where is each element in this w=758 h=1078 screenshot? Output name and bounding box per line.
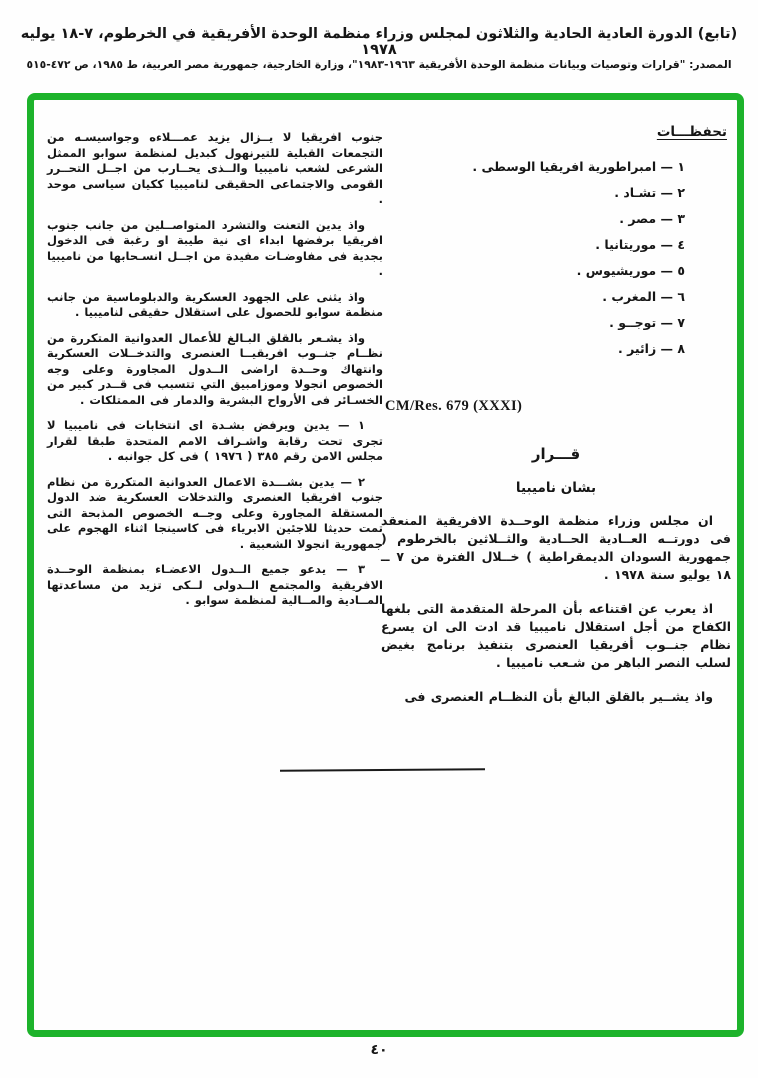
content-frame xyxy=(27,93,744,1037)
resolution-body xyxy=(381,512,731,706)
right-column xyxy=(381,124,731,706)
reservations-list xyxy=(381,154,685,362)
body-paragraph: واذ يشـعر بالقلق البـالغ للأعمال العدوانية المتكررة من نظــام جنــوب افريقيــا العنصرى والتدخــلات العسكرية وانتهاك وحــدة اراضى الــدول المجاورة وعلى وجه الخصوص انجولا وموزامبيق التي تتسبب فى قــدر كبير من الخسـائر فى الأرواح البشرية والدمار فى الممتلكات . xyxy=(47,330,383,407)
body-paragraph: ١ — يدين ويرفض بشـدة اى انتخابات فى ناميبيا لا تجرى تحت رقابة واشـراف الامم المتحدة طبقا لقرار مجلس الامن رقم ٣٨٥ ( ١٩٧٦ ) فى كل جوانبه . xyxy=(47,418,383,463)
resolution-paragraph: واذ يشــير بالقلق البالغ بأن النظــام العنصرى فى xyxy=(404,689,713,704)
page-number: ٤٠ xyxy=(370,1042,388,1058)
resolution-paragraph: اذ يعرب عن اقتناعه بأن المرحلة المتقدمة التى بلغها الكفاح من أجل استقلال ناميبيا قد ادت الى ان يسرع نظام جنــوب أفريقيا العنصرى بتنفيذ برنامج بغيض لسلب النصر الباهر من شـعب ناميبيا . xyxy=(381,601,731,670)
body-paragraph: ٣ — يدعو جميع الــدول الاعضـاء بمنظمة الوحــدة الافريقية والمجتمع الــدولى لــكى تزيد من مساعدتها المــادية والمــالية لمنظمة سوابو . xyxy=(47,562,383,607)
resolution-paragraph: ان مجلس وزراء منظمة الوحــدة الافريقية المنعقد فى دورتــه العــادية الحــادية والثــلاثين بالخرطوم ( جمهورية السودان الديمقراطية ) خــلال الفترة من ٧ ــ ١٨ يوليو سنة ١٩٧٨ . xyxy=(381,513,731,582)
reservation-item: ٧ — توجــو . xyxy=(609,315,685,330)
reservation-item: ٥ — موريشيوس . xyxy=(576,263,685,278)
reservation-item: ٨ — زائير . xyxy=(618,341,685,356)
reservation-item: ٦ — المغرب . xyxy=(602,289,685,304)
reservation-item: ٣ — مصر . xyxy=(619,211,685,226)
body-paragraph: واذ يثنى على الجهود العسكرية والدبلوماسية من جانب منظمة سوابو للحصول على استقلال حقيقى لناميبيا . xyxy=(47,289,383,319)
document-source-line: المصدر: "قرارات وتوصيات وبيانات منظمة الوحدة الأفريقية ١٩٦٣-١٩٨٣"، وزارة الخارجية، جمهورية مصر العربية، ط ١٩٨٥، ص ٤٧٢-٥١٥ xyxy=(26,58,732,71)
body-paragraph: واذ يدين التعنت والتشرد المتواصــلين من جانب جنوب افريقيا برفضها ابداء اى نية طيبة او رغبة فى الدخول بجدية فى مفاوضـات مفيدة من اجــل انسـحابها من ناميبيا . xyxy=(47,217,383,278)
left-column xyxy=(47,130,383,619)
reservations-title: تحفظـــات xyxy=(656,124,727,140)
reservation-item: ٤ — موريتانيا . xyxy=(595,237,685,252)
reservation-item: ١ — امبراطورية افريقيا الوسطى . xyxy=(472,159,685,174)
resolution-reference: CM/Res. 679 (XXXI) xyxy=(385,398,523,414)
document-header-title: (تابع) الدورة العادية الحادية والثلاثون لمجلس وزراء منظمة الوحدة الأفريقية في الخرطوم، ٧-١٨ يوليه ١٩٧٨ xyxy=(20,26,738,58)
resolution-title: قـــرار xyxy=(531,445,581,463)
body-paragraph: ٢ — يدين بشـــدة الاعمال العدوانية المتكررة من نظام جنوب افريقيا العنصرى والتدخلات العسكرية ضد الدول المستقلة المجاورة وعلى وجــه الخصوص المذبحة التى تمت حديثا للاجئين الابرياء فى كاسينجا اثناء الهجوم على جمهورية انجولا الشعبية . xyxy=(47,474,383,551)
reservation-item: ٢ — تشـاد . xyxy=(614,185,685,200)
resolution-subtitle: بشان ناميبيا xyxy=(515,480,597,496)
body-paragraph: جنوب افريقيا لا يــزال يزيد عمـــلاءه وجواسيسـه من التجمعات القبلية للتيرنهول كبديل لمنظمة سوابو الممثل الشرعى لشعب ناميبيا والــذى يحــارب من اجــل التحــرر القومى والاجتماعى الحقيقى لناميبيا ككيان سياسى موحد . xyxy=(47,130,383,206)
